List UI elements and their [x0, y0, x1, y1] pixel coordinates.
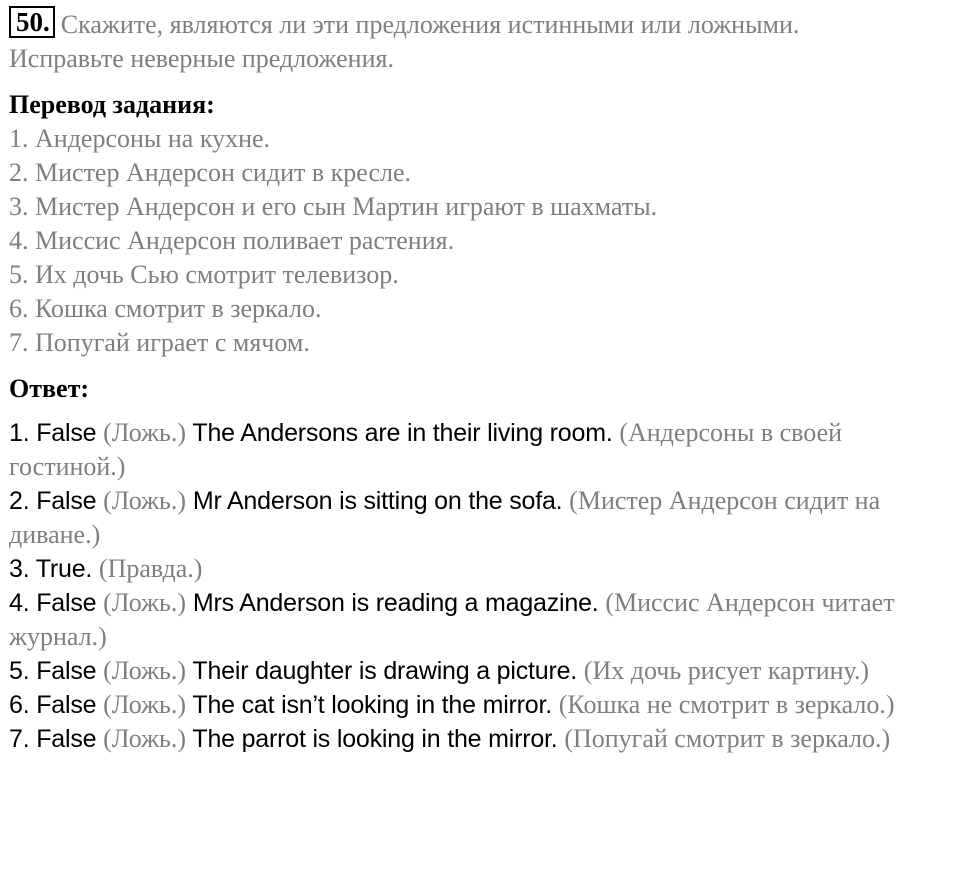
answer-sentence: Mr Anderson is sitting on the sofa. [192, 487, 563, 515]
translation-item: 6. Кошка смотрит в зеркало. [9, 294, 322, 323]
answer-verdict-translation: (Ложь.) [103, 588, 187, 617]
answer-item [9, 688, 955, 722]
answer-sentence-translation: (Кошка не смотрит в зеркало.) [558, 690, 895, 719]
answer-sentence-translation: (Попугай смотрит в зеркало.) [564, 724, 891, 753]
translation-item: 5. Их дочь Сью смотрит телевизор. [9, 260, 399, 289]
answer-verdict-translation: (Ложь.) [103, 656, 187, 685]
answer-sentence: The Andersons are in their living room. [192, 419, 613, 447]
answer-sentence-translation: (Андерсоны в своей гостиной.) [9, 418, 843, 481]
answer-item [9, 484, 955, 552]
translation-item: 7. Попугай играет с мячом. [9, 328, 310, 357]
answer-verdict-translation: (Ложь.) [103, 690, 187, 719]
translation-item: 1. Андерсоны на кухне. [9, 124, 271, 153]
answer-verdict: 2. False [9, 487, 97, 515]
answer-sentence-translation: (Мистер Андерсон сидит на диване.) [9, 486, 881, 549]
answer-heading: Ответ: [9, 374, 90, 403]
answer-sentence: Mrs Anderson is reading a magazine. [192, 589, 599, 617]
translation-list [9, 122, 960, 360]
translation-heading: Перевод задания: [9, 90, 215, 119]
answer-verdict: 5. False [9, 657, 97, 685]
answer-verdict-translation: (Ложь.) [103, 724, 187, 753]
task-number-badge: 50. [9, 6, 55, 38]
answer-sentence: Their daughter is drawing a picture. [192, 657, 578, 685]
answer-verdict-translation: (Ложь.) [103, 418, 187, 447]
answer-verdict-translation: (Ложь.) [103, 486, 187, 515]
answer-item [9, 552, 955, 586]
task-header [9, 6, 960, 42]
translation-item: 2. Мистер Андерсон сидит в кресле. [9, 158, 411, 187]
task-instruction-line2: Исправьте неверные предложения. [9, 44, 394, 73]
answer-sentence-translation: (Их дочь рисует картину.) [583, 656, 870, 685]
answer-verdict: 4. False [9, 589, 97, 617]
answer-verdict-translation: (Правда.) [98, 554, 203, 583]
answer-verdict: 1. False [9, 419, 97, 447]
answer-item [9, 416, 955, 484]
answer-item [9, 722, 955, 756]
answer-sentence-translation: (Миссис Андерсон читает журнал.) [9, 588, 895, 651]
translation-item: 3. Мистер Андерсон и его сын Мартин играют в шахматы. [9, 192, 658, 221]
answer-item [9, 654, 955, 688]
task-instruction-line1: Скажите, являются ли эти предложения истинными или ложными. [60, 10, 800, 39]
answer-verdict: 7. False [9, 725, 97, 753]
translation-item: 4. Миссис Андерсон поливает растения. [9, 226, 455, 255]
answer-verdict: 3. True. [9, 555, 93, 583]
answer-sentence: The cat isn’t looking in the mirror. [192, 691, 552, 719]
answer-item [9, 586, 955, 654]
answer-verdict: 6. False [9, 691, 97, 719]
answer-list [9, 416, 955, 756]
answer-sentence: The parrot is looking in the mirror. [192, 725, 558, 753]
